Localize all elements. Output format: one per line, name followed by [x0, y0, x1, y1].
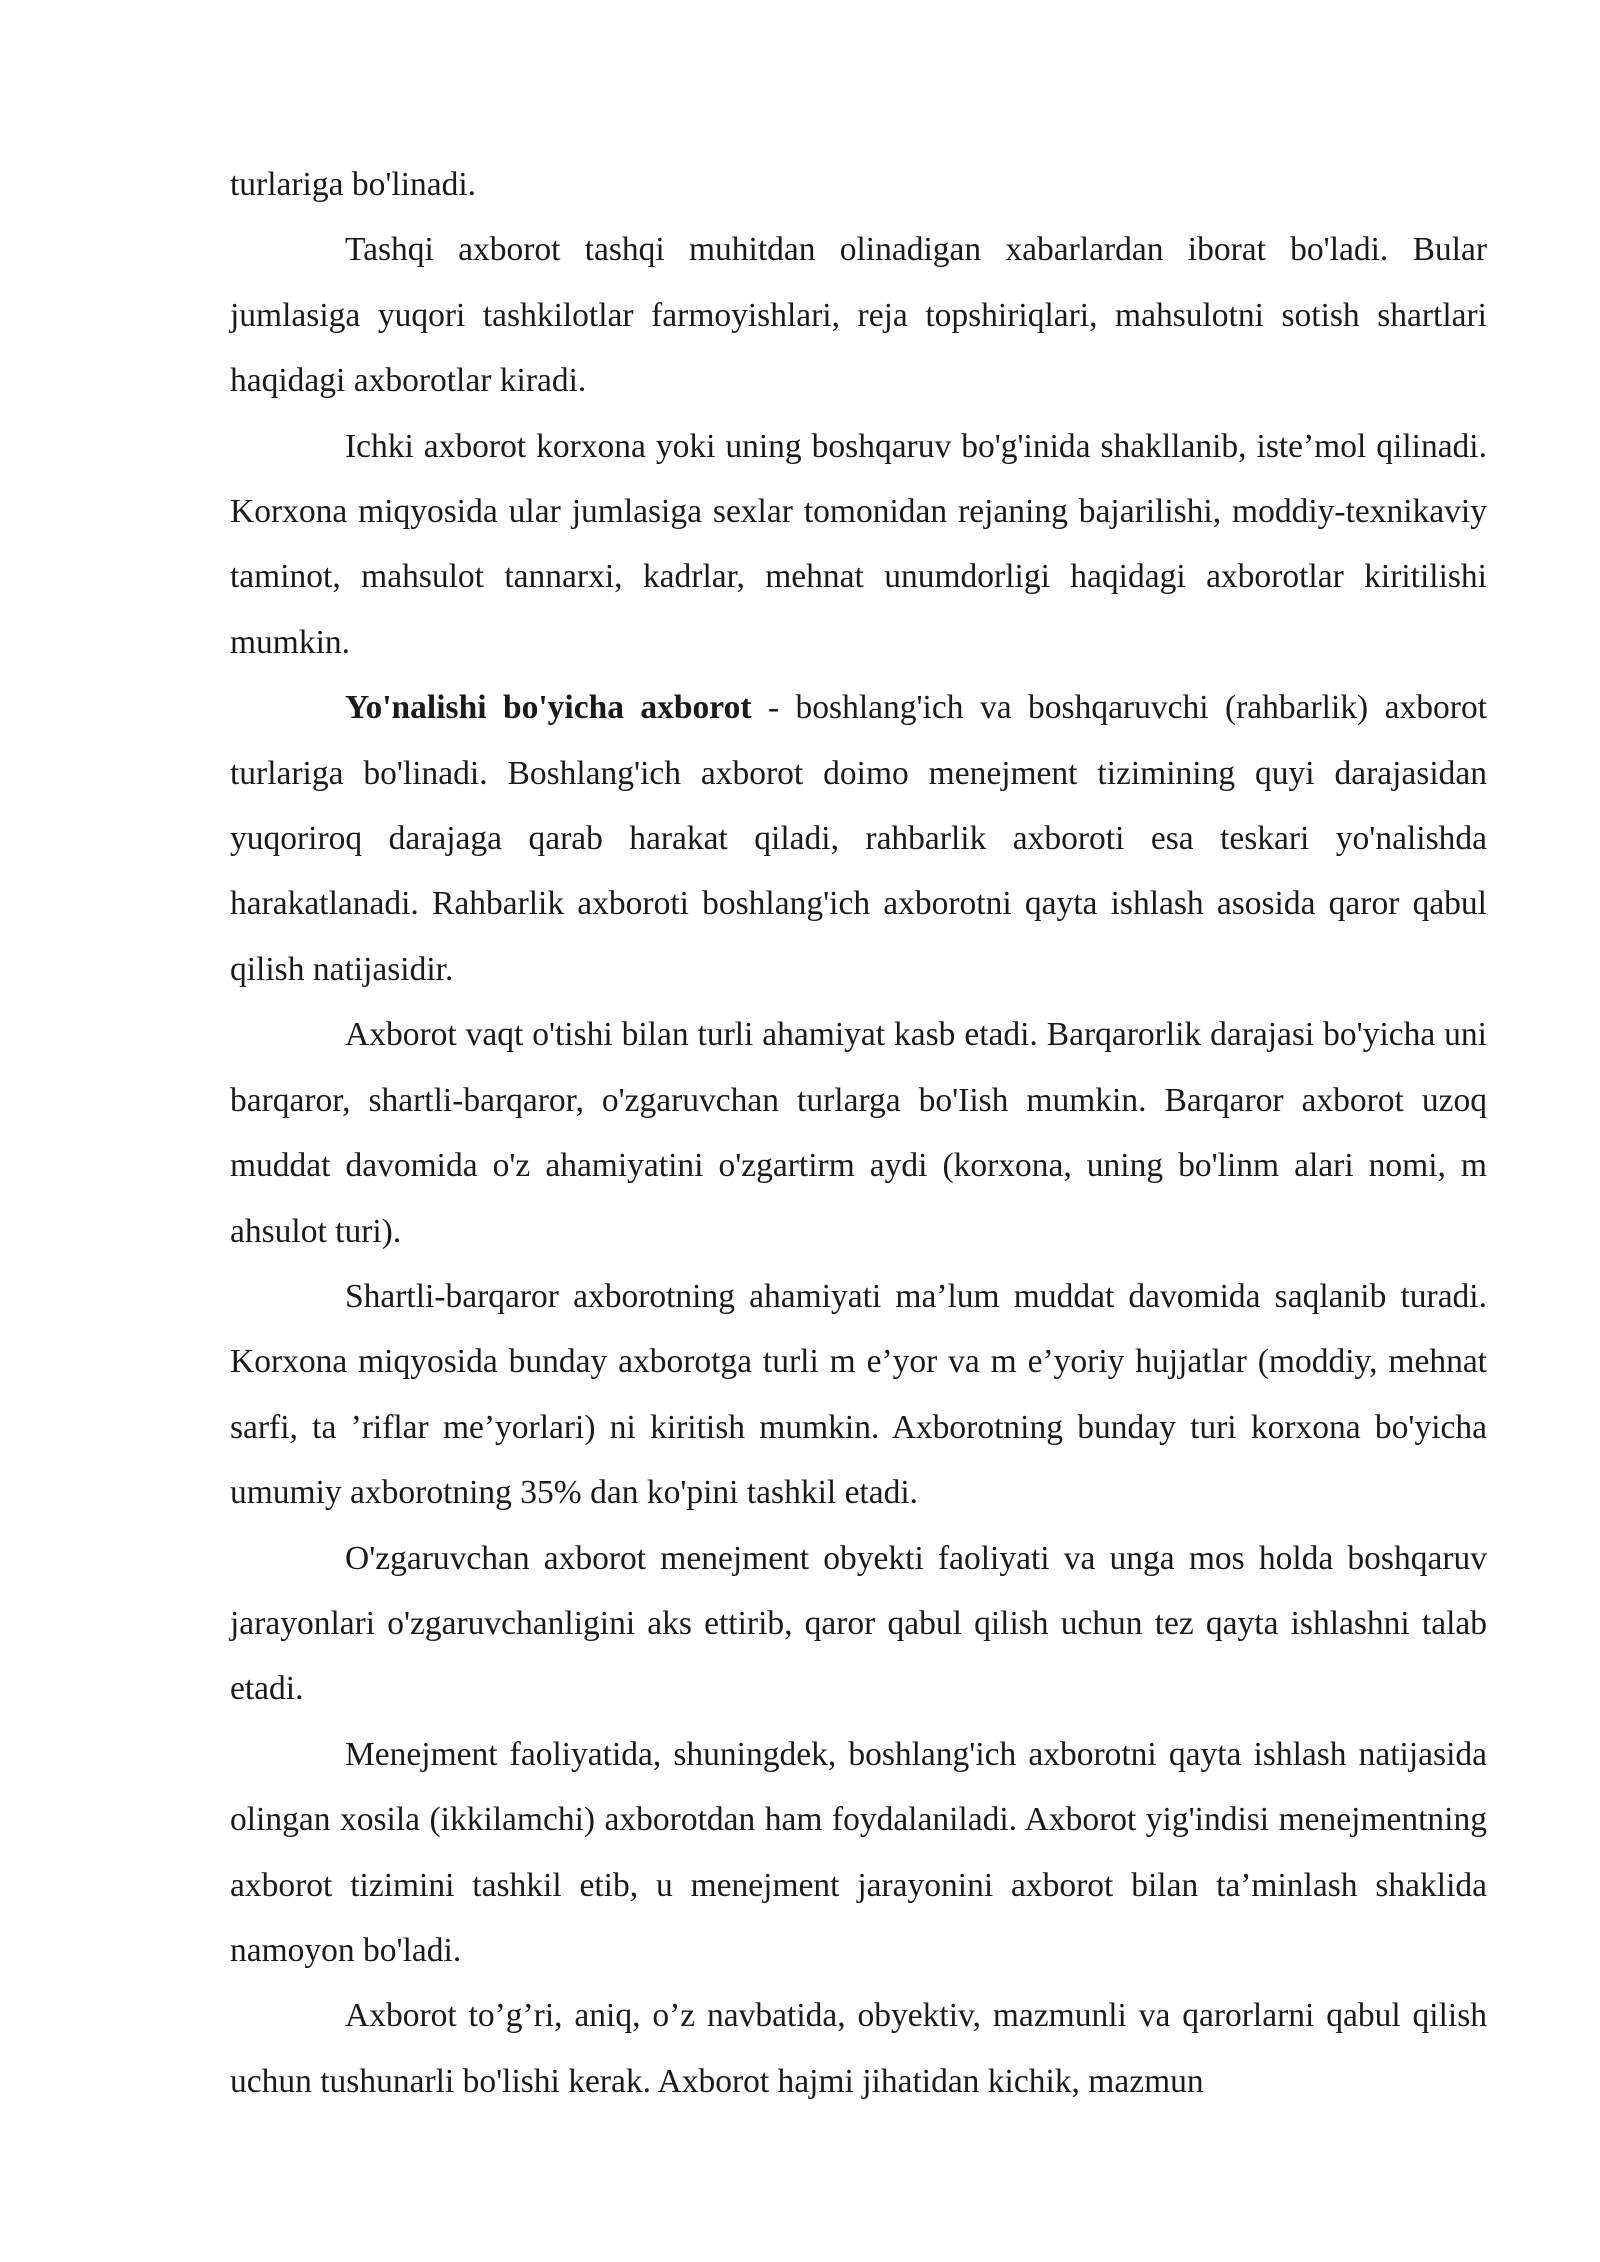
- paragraph-text: Menejment faoliyatida, shuningdek, boshlang'ich axborotni qayta ishlash natijasida olingan xosila (ikkilamchi) axborotdan ham foydalaniladi. Axborot yig'indisi menejmentning axborot tizimini tashkil etib, u menejment jarayonini axborot bilan ta’minlash shaklida namoyon bo'ladi.: [230, 1735, 1487, 1969]
- paragraph: [230, 152, 1487, 217]
- paragraph-text: Axborot to’g’ri, aniq, o’z navbatida, obyektiv, mazmunli va qarorlarni qabul qilish uchun tushunarli bo'lishi kerak. Axborot hajmi jihatidan kichik, mazmun: [230, 1997, 1487, 2100]
- paragraph: [230, 414, 1487, 676]
- paragraph-text: - boshlang'ich va boshqaruvchi (rahbarlik) axborot turlariga bo'linadi. Boshlang'ich axborot doimo menejment tizimining quyi darajasidan yuqoriroq darajaga qarab harakat qiladi, rahbarlik axboroti esa teskari yo'nalishda harakatlanadi. Rahbarlik axboroti boshlang'ich axborotni qayta ishlash asosida qaror qabul qilish natijasidir.: [230, 689, 1487, 988]
- paragraph: [230, 1526, 1487, 1722]
- body-text: [230, 152, 1487, 2114]
- paragraph: [230, 675, 1487, 1002]
- paragraph: [230, 1264, 1487, 1526]
- paragraph-text: turlariga bo'linadi.: [230, 166, 477, 203]
- paragraph: [230, 1722, 1487, 1984]
- paragraph: [230, 217, 1487, 413]
- paragraph-text: Tashqi axborot tashqi muhitdan olinadigan xabarlardan iborat bo'ladi. Bular jumlasiga yuqori tashkilotlar farmoyishlari, reja topshiriqlari, mahsulotni sotish shartlari haqidagi axborotlar kiradi.: [230, 231, 1487, 400]
- bold-term: Yo'nalishi bo'yicha axborot: [345, 689, 752, 727]
- paragraph-text: Ichki axborot korxona yoki uning boshqaruv bo'g'inida shakllanib, iste’mol qilinadi. Korxona miqyosida ular jumlasiga sexlar tomonidan rejaning bajarilishi, moddiy-texnikaviy taminot, mahsulot tannarxi, kadrlar, mehnat unumdorligi haqidagi axborotlar kiritilishi mumkin.: [230, 427, 1487, 661]
- paragraph-text: Axborot vaqt o'tishi bilan turli ahamiyat kasb etadi. Barqarorlik darajasi bo'yicha uni barqaror, shartli-barqaror, o'zgaruvchan turlarga bo'Iish mumkin. Barqaror axborot uzoq muddat davomida o'z ahamiyatini o'zgartirm aydi (korxona, uning bo'linm alari nomi, m ahsulot turi).: [230, 1016, 1487, 1250]
- paragraph-text: Shartli-barqaror axborotning ahamiyati ma’lum muddat davomida saqlanib turadi. Korxona miqyosida bunday axborotga turli m e’yor va m e’yoriy hujjatlar (moddiy, mehnat sarfi, ta ’riflar me’yorlari) ni kiritish mumkin. Axborotning bunday turi korxona bo'yicha umumiy axborotning 35% dan ko'pini tashkil etadi.: [230, 1277, 1487, 1512]
- paragraph: [230, 1983, 1487, 2114]
- paragraph: [230, 1002, 1487, 1264]
- paragraph-text: O'zgaruvchan axborot menejment obyekti faoliyati va unga mos holda boshqaruv jarayonlari o'zgaruvchanligini aks ettirib, qaror qabul qilish uchun tez qayta ishlashni talab etadi.: [230, 1539, 1487, 1708]
